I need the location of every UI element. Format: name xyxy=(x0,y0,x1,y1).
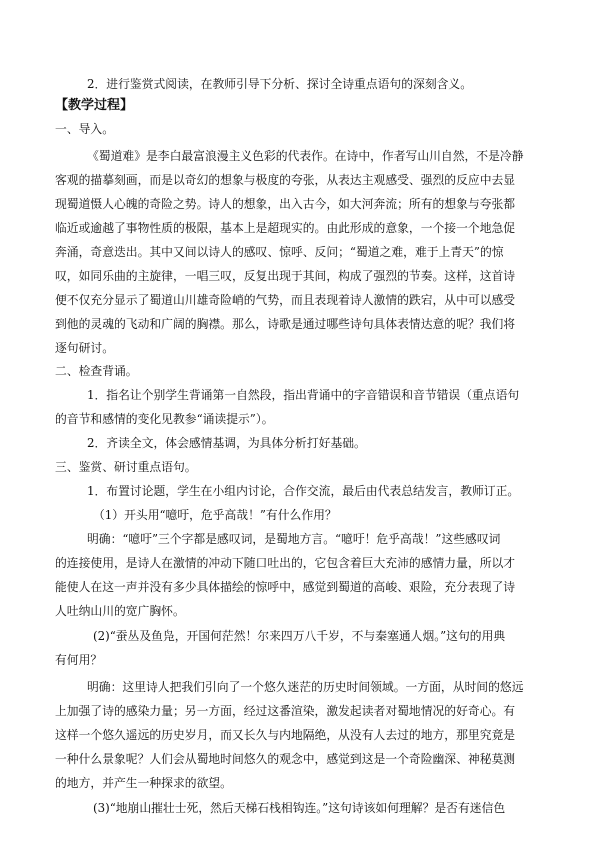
section-2-item-1-line-2: 的音节和感情的变化见教参“诵读提示”）。 xyxy=(55,412,274,426)
intro-line-9: 逐句研讨。 xyxy=(55,341,114,355)
intro-line-5: 奔涌，奇意迭出。其中又间以诗人的感叹、惊呼、反问；“蜀道之难，难于上青天”的惊 xyxy=(55,245,504,259)
question-2-line-1: (2)“蚕丛及鱼凫，开国何茫然！尔来四万八千岁，不与秦塞通人烟。”这句的用典 xyxy=(93,629,506,643)
intro-line-2: 客观的描摹刻画，而是以奇幻的想象与极度的夸张，从表达主观感受、强烈的反应中去显 xyxy=(55,173,516,187)
answer-2-line-3: 这样一个悠久遥远的历史岁月，而又长久与内地隔绝，从没有人去过的地方，那里究竟是 xyxy=(55,728,516,742)
answer-1-line-4: 人吐纳山川的宽广胸怀。 xyxy=(55,604,185,618)
answer-2-line-4: 一种什么景象呢？人们会从蜀地时间悠久的观念中，感觉到这是一个奇险幽深、神秘莫测 xyxy=(55,752,516,766)
process-heading: 【教学过程】 xyxy=(55,98,134,113)
intro-line-1: 《蜀道难》是李白最富浪漫主义色彩的代表作。在诗中，作者写山川自然，不是冷静 xyxy=(87,149,524,163)
answer-1-line-1: 明确：“噫吁”三个字都是感叹词，是蜀地方言。“噫吁！危乎高哉！”这些感叹词 xyxy=(87,532,501,546)
answer-2-line-1: 明确：这里诗人把我们引向了一个悠久迷茫的历史时间领域。一方面，从时间的悠远 xyxy=(87,680,524,694)
answer-1-line-3: 能使人在这一声并没有多少具体描绘的惊呼中，感觉到蜀道的高峻、艰险，充分表现了诗 xyxy=(55,580,516,594)
section-2-title: 二、检查背诵。 xyxy=(55,364,138,378)
intro-line-7: 便不仅充分显示了蜀道山川雄奇险峭的气势，而且表现着诗人激情的跌宕，从中可以感受 xyxy=(55,293,516,307)
section-2-item-2: 2．齐读全文，体会感情基调，为具体分析打好基础。 xyxy=(87,436,366,450)
question-3: (3)“地崩山摧壮士死，然后天梯石栈相钩连。”这句诗该如何理解？是否有迷信色 xyxy=(93,801,506,815)
intro-line-6: 叹，如同乐曲的主旋律，一唱三叹，反复出现于其间，构成了强烈的节奏。这样，这首诗 xyxy=(55,269,516,283)
section-2-item-1-line-1: 1．指名让个别学生背诵第一自然段，指出背诵中的字音错误和音节错误（重点语句 xyxy=(87,388,520,402)
section-1-title: 一、导入。 xyxy=(55,122,114,136)
question-1: （1）开头用“噫吁，危乎高哉！”有什么作用？ xyxy=(93,508,337,522)
answer-2-line-2: 上加强了诗的感染力量；另一方面，经过这番渲染，激发起读者对蜀地情况的好奇心。有 xyxy=(55,704,516,718)
intro-line-4: 临近或逾越了事物性质的极限，基本上是超现实的。由此形成的意象，一个接一个地急促 xyxy=(55,221,516,235)
answer-1-line-2: 的连接使用，是诗人在激情的冲动下随口吐出的，它包含着巨大充沛的感情力量，所以才 xyxy=(55,556,516,570)
intro-line-8: 到他的灵魂的飞动和广阔的胸襟。那么，诗歌是通过哪些诗句具体表情达意的呢？我们将 xyxy=(55,317,516,331)
section-3-title: 三、鉴赏、研讨重点语句。 xyxy=(55,460,197,474)
answer-2-line-5: 的地方，并产生一种探求的欲望。 xyxy=(55,776,232,790)
intro-line-3: 现蜀道慑人心魄的奇险之势。诗人的想象，出入古今，如大河奔流；所有的想象与夸张都 xyxy=(55,197,516,211)
question-2-line-2: 有何用？ xyxy=(55,653,103,667)
section-3-item-1: 1．布置讨论题，学生在小组内讨论，合作交流，最后由代表总结发言，教师订正。 xyxy=(87,484,520,498)
objective-2: 2．进行鉴赏式阅读，在教师引导下分析、探讨全诗重点语句的深刻含义。 xyxy=(87,77,473,91)
